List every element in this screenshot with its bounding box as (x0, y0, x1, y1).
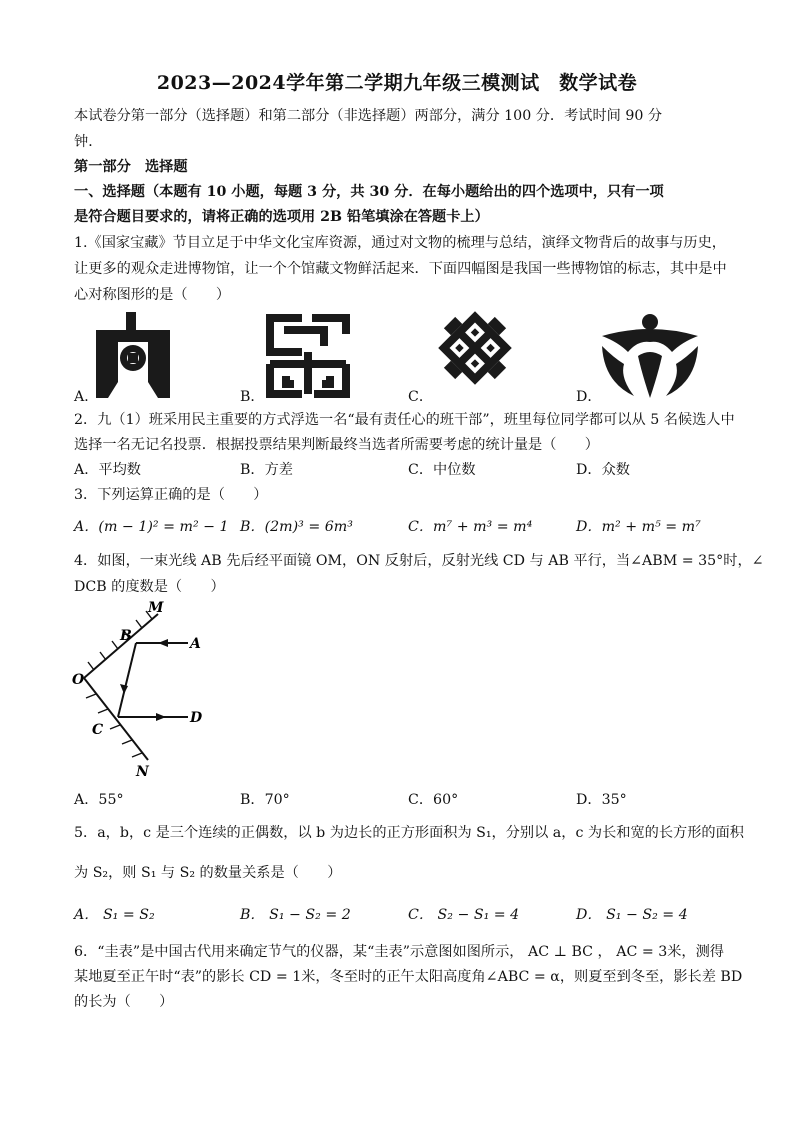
q5-stem-2: 为 S₂，则 S₁ 与 S₂ 的数量关系是（ ） (74, 865, 342, 881)
page-title: 2023—2024学年第二学期九年级三模测试 数学试卷 (156, 72, 638, 94)
label-b: B (120, 628, 132, 644)
q4-stem-2: DCB 的度数是（ ） (74, 579, 225, 595)
q3-option-d[interactable]: D．m² + m⁵ = m⁷ (576, 519, 701, 535)
q5-option-d[interactable]: D． S₁ − S₂ = 4 (576, 907, 688, 923)
q6-stem-1: 6．“圭表”是中国古代用来确定节气的仪器，某“圭表”示意图如图所示， AC ⊥ BC ， AC = 3米，测得 (74, 944, 724, 960)
q1-option-c[interactable]: C． (408, 389, 434, 405)
q4-option-b[interactable]: B．70° (240, 792, 290, 808)
label-d: D (190, 710, 203, 726)
q2-option-d[interactable]: D．众数 (576, 462, 630, 478)
q4-option-a[interactable]: A．55° (74, 792, 124, 808)
label-n: N (136, 764, 149, 780)
mirror-om (84, 614, 158, 678)
q2-option-a[interactable]: A．平均数 (74, 462, 141, 478)
q2-stem-1: 2．九（1）班采用民主重要的方式浮选一名“最有责任心的班干部”，班里每位同学都可以从 5 名候选人中 (74, 412, 735, 428)
section-heading-1: 一、选择题（本题有 10 小题，每题 3 分，共 30 分．在每小题给出的四个选项中，只有一项 (74, 184, 664, 200)
label-a: A (190, 636, 201, 652)
q3-option-b[interactable]: B．(2m)³ = 6m³ (240, 519, 353, 535)
q5-option-c[interactable]: C． S₂ − S₁ = 4 (408, 907, 520, 923)
q1-stem-1: 1.《国家宝藏》节目立足于中华文化宝库资源，通过对文物的梳理与总结，演绎文物背后的故事与历史， (74, 235, 726, 251)
q5-option-a[interactable]: A． S₁ = S₂ (74, 907, 155, 923)
q1-stem-3: 心对称图形的是（ ） (74, 287, 231, 303)
q6-stem-3: 的长为（ ） (74, 994, 174, 1010)
q2-option-c[interactable]: C．中位数 (408, 462, 476, 478)
intro-line-2: 钟． (74, 134, 103, 150)
q4-option-d[interactable]: D．35° (576, 792, 627, 808)
q1-option-a[interactable]: A． (74, 389, 99, 405)
label-o: O (72, 672, 85, 688)
q1-stem-2: 让更多的观众走进博物馆，让一个个馆藏文物鲜活起来．下面四幅图是我国一些博物馆的标志，其中是中 (74, 261, 727, 277)
q5-option-b[interactable]: B． S₁ − S₂ = 2 (240, 907, 351, 923)
museum-logo-a (90, 312, 176, 398)
q1-option-b[interactable]: B． (240, 389, 265, 405)
label-m: M (148, 600, 164, 616)
museum-logo-b (262, 312, 354, 398)
q2-stem-2: 选择一名无记名投票．根据投票结果判断最终当选者所需要考虑的统计量是（ ） (74, 437, 599, 453)
q3-option-c[interactable]: C．m⁷ + m³ = m⁴ (408, 519, 533, 535)
museum-logo-d (598, 312, 702, 398)
q1-option-d[interactable]: D． (576, 389, 602, 405)
part-heading: 第一部分 选择题 (74, 159, 188, 175)
section-heading-2: 是符合题目要求的，请将正确的选项用 2B 铅笔填涂在答题卡上） (74, 209, 489, 225)
q6-stem-2: 某地夏至正午时“表”的影长 CD = 1米，冬至时的正午太阳高度角∠ABC = α，则夏至到冬至，影长差 BD (74, 969, 743, 985)
mirror-reflection-diagram (70, 600, 220, 780)
q2-option-b[interactable]: B．方差 (240, 462, 293, 478)
q3-stem: 3．下列运算正确的是（ ） (74, 487, 268, 503)
q4-option-c[interactable]: C．60° (408, 792, 459, 808)
q3-option-a[interactable]: A．(m − 1)² = m² − 1 (74, 519, 229, 535)
museum-logo-c (430, 303, 520, 393)
q4-stem-1: 4．如图，一束光线 AB 先后经平面镜 OM，ON 反射后，反射光线 CD 与 AB 平行，当∠ABM = 35°时，∠ (74, 553, 764, 569)
mirror-on (84, 678, 148, 760)
label-c: C (92, 722, 104, 738)
q5-stem-1: 5．a，b，c 是三个连续的正偶数，以 b 为边长的正方形面积为 S₁，分别以 a，c 为长和宽的长方形的面积 (74, 825, 744, 841)
ray-bc (118, 643, 136, 717)
intro-line-1: 本试卷分第一部分（选择题）和第二部分（非选择题）两部分，满分 100 分．考试时间 90 分 (74, 108, 663, 124)
